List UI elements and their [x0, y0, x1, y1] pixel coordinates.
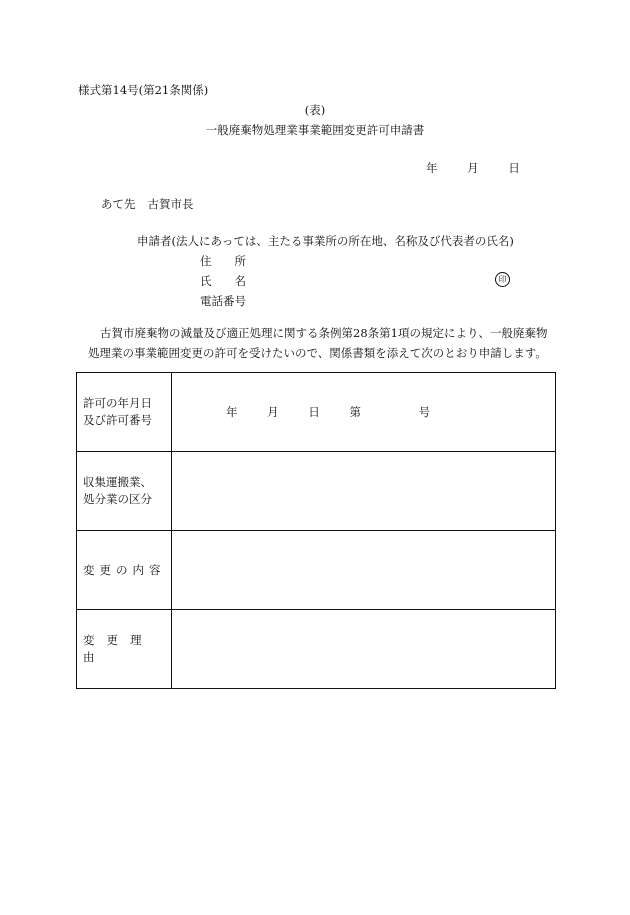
body-line-2: 処理業の事業範囲変更の許可を受けたいので、関係書類を添えて次のとおり申請します。 — [88, 346, 547, 360]
permit-label-line-1: 許可の年月日 — [83, 396, 152, 410]
body-line-1: 古賀市廃棄物の減量及び適正処理に関する条例第28条第1項の規定により、一般廃棄物 — [100, 326, 548, 340]
addressee-name: 古賀市長 — [147, 197, 194, 211]
address-label: 住 所 — [200, 254, 246, 268]
name-label: 氏 名 — [200, 274, 246, 288]
body-paragraph — [88, 323, 568, 363]
change-reason-label-cell — [77, 610, 172, 689]
business-type-value-cell[interactable] — [172, 452, 556, 531]
form-number: 様式第14号(第21条関係) — [78, 83, 209, 97]
side-label: (表) — [304, 103, 326, 117]
date-month: 月 — [467, 161, 479, 175]
table-row — [77, 531, 556, 610]
applicant-heading: 申請者(法人にあっては、主たる事業所の所在地、名称及び代表者の氏名) — [137, 234, 514, 248]
business-type-label-line-2: 処分業の区分 — [83, 492, 152, 506]
change-content-label-cell — [77, 531, 172, 610]
permit-date-number-line — [172, 404, 555, 420]
permit-dai: 第 — [349, 405, 361, 419]
business-type-label-cell — [77, 452, 172, 531]
table-row — [77, 373, 556, 452]
table-row — [77, 610, 556, 689]
addressee — [101, 198, 194, 212]
date-day: 日 — [508, 161, 520, 175]
change-content-label: 変更の内容 — [83, 562, 166, 577]
date-year: 年 — [426, 161, 438, 175]
permit-value-cell[interactable] — [172, 373, 556, 452]
permit-month: 月 — [267, 405, 279, 419]
date-line — [426, 162, 520, 176]
seal-mark: 印 — [495, 272, 510, 287]
change-reason-label: 変更理由 — [83, 633, 154, 664]
addressee-prefix: あて先 — [101, 197, 136, 211]
application-table — [76, 372, 556, 689]
permit-label-line-2: 及び許可番号 — [83, 413, 152, 427]
change-reason-value-cell[interactable] — [172, 610, 556, 689]
permit-go: 号 — [418, 405, 431, 419]
table-row — [77, 452, 556, 531]
permit-year: 年 — [226, 405, 238, 419]
phone-label: 電話番号 — [200, 294, 246, 308]
permit-label-cell — [77, 373, 172, 452]
change-content-value-cell[interactable] — [172, 531, 556, 610]
business-type-label-line-1: 収集運搬業、 — [83, 475, 152, 489]
permit-day: 日 — [308, 405, 320, 419]
document-title: 一般廃棄物処理業事業範囲変更許可申請書 — [205, 123, 425, 137]
